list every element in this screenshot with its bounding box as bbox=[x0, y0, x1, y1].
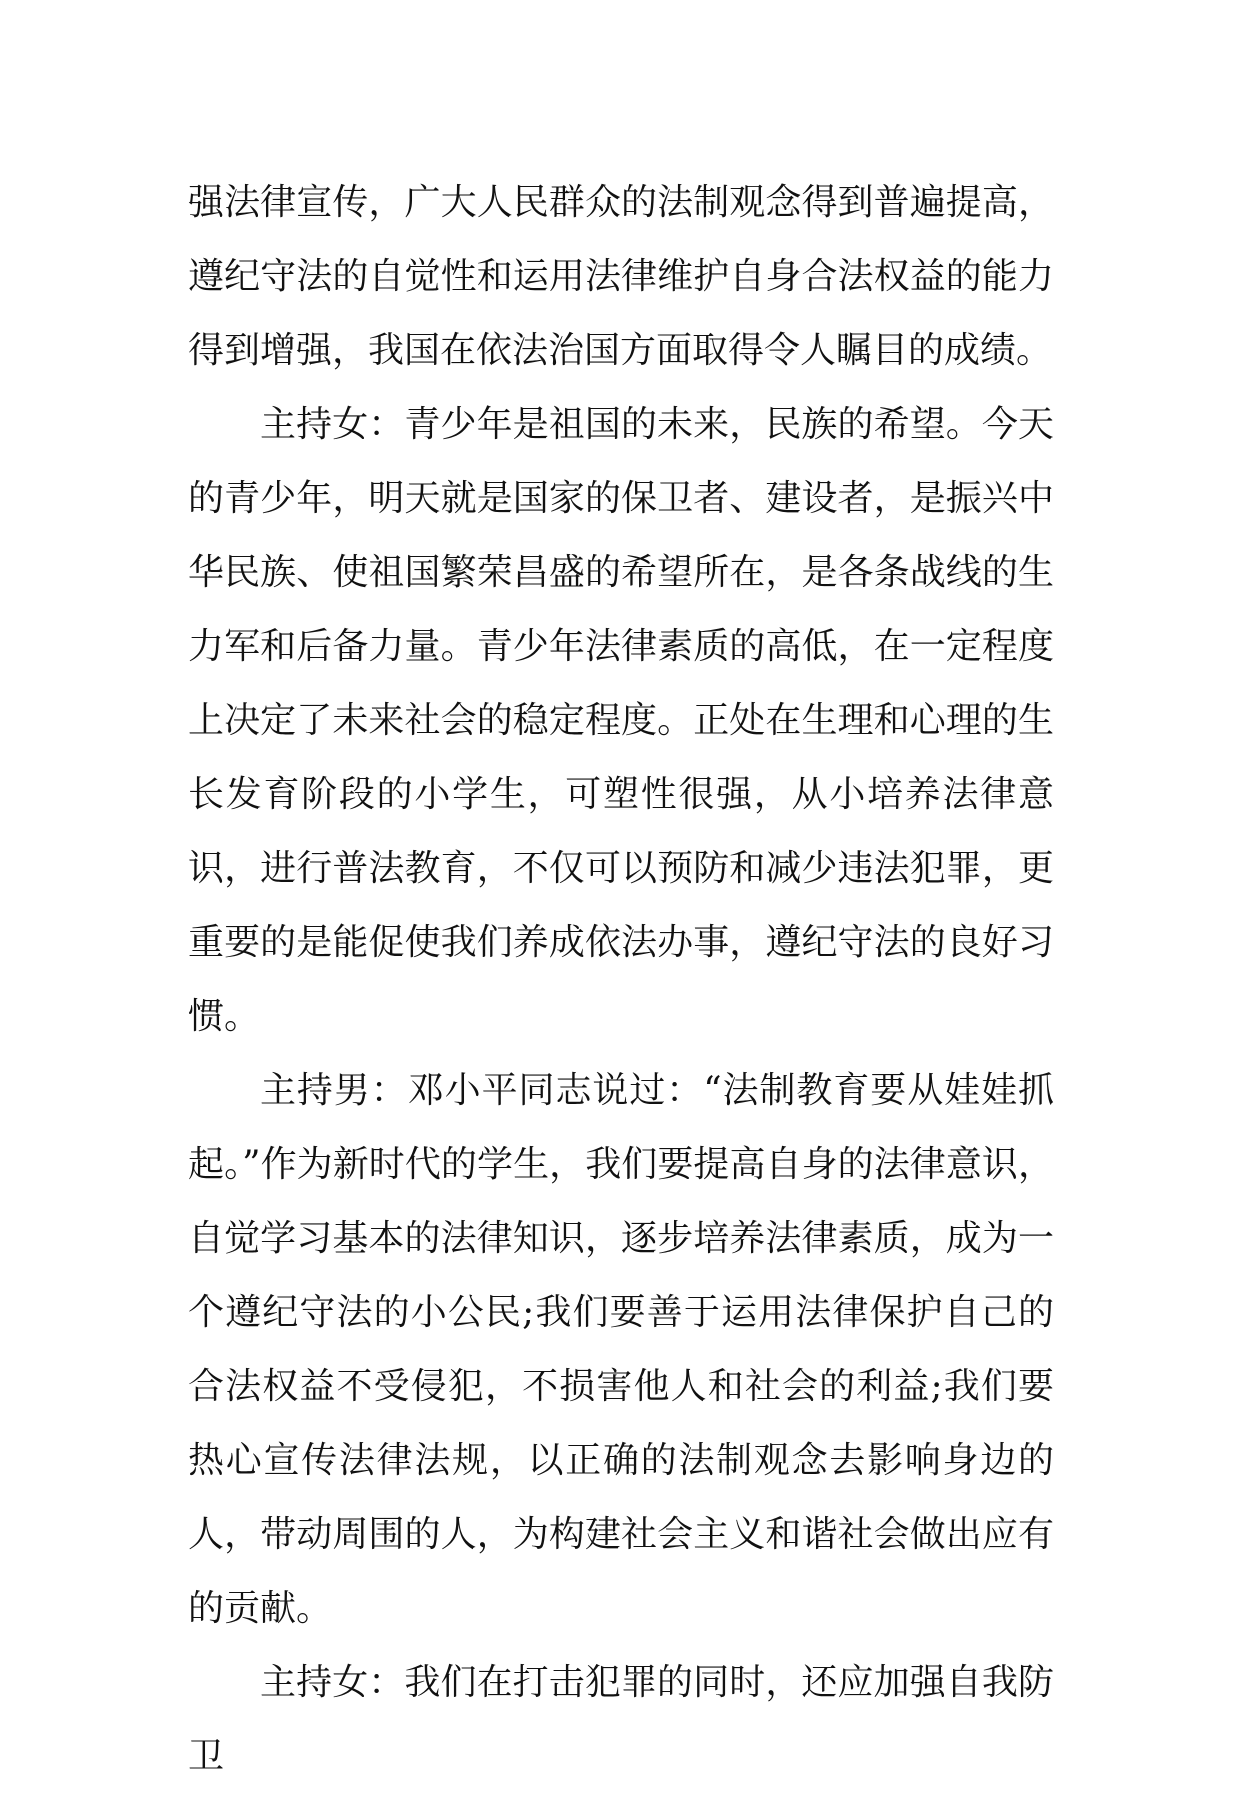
paragraph-host-male-deng-quote: 主持男：邓小平同志说过：“法制教育要从娃娃抓起。”作为新时代的学生，我们要提高自身的法律意识，自觉学习基本的法律知识，逐步培养法律素质，成为一个遵纪守法的小公民;我们要善于运用法律保护自己的合法权益不受侵犯，不损害他人和社会的利益;我们要热心宣传法律法规，以正确的法制观念去影响身边的人，带动周围的人，为构建社会主义和谐社会做出应有的贡献。 bbox=[188, 1070, 1054, 1629]
paragraph-continued: 强法律宣传，广大人民群众的法制观念得到普遍提高，遵纪守法的自觉性和运用法律维护自身合法权益的能力得到增强，我国在依法治国方面取得令人瞩目的成绩。 bbox=[188, 182, 1054, 371]
document-body bbox=[188, 166, 1054, 1794]
paragraph-host-female-youth: 主持女：青少年是祖国的未来，民族的希望。今天的青少年，明天就是国家的保卫者、建设者，是振兴中华民族、使祖国繁荣昌盛的希望所在，是各条战线的生力军和后备力量。青少年法律素质的高低，在一定程度上决定了未来社会的稳定程度。正处在生理和心理的生长发育阶段的小学生，可塑性很强，从小培养法律意识，进行普法教育，不仅可以预防和减少违法犯罪，更重要的是能促使我们养成依法办事，遵纪守法的良好习惯。 bbox=[188, 404, 1054, 1037]
paragraph-host-female-self-defense: 主持女：我们在打击犯罪的同时，还应加强自我防卫 bbox=[188, 1662, 1054, 1777]
